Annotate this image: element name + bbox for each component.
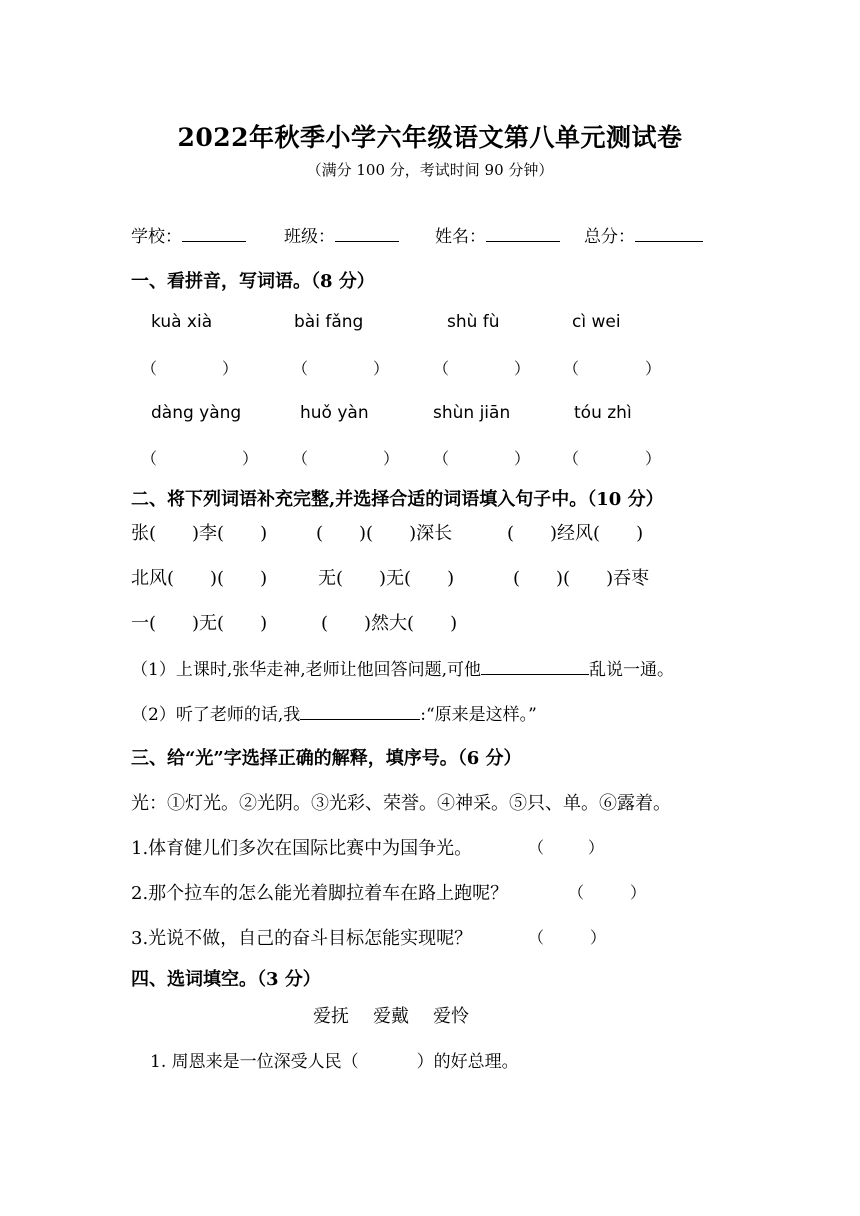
- answer-box-2[interactable]: （: [292, 359, 309, 378]
- page-title: 2022年秋季小学六年级语文第八单元测试卷: [177, 123, 683, 152]
- sentence-2-blank[interactable]: [300, 701, 420, 720]
- answer-box-8[interactable]: （: [563, 449, 580, 468]
- pinyin-7: shùn jiān: [433, 403, 511, 423]
- question-3-2: 2.那个拉车的怎么能光着脚拉着车在路上跑呢？: [131, 883, 509, 904]
- answer-box-6[interactable]: （: [292, 449, 309, 468]
- word-choice-2: 爱戴: [373, 1006, 409, 1027]
- total-blank[interactable]: [635, 223, 703, 242]
- total-label: 总分：: [584, 227, 635, 247]
- page-subtitle: （满分 100 分，考试时间 90 分钟）: [306, 161, 554, 179]
- answer-box-4[interactable]: （: [563, 359, 580, 378]
- idiom-1[interactable]: 张( )李( ): [131, 523, 268, 544]
- class-label: 班级：: [284, 227, 335, 247]
- question-4-1: 1. 周恩来是一位深受人民（ ）的好总理。: [150, 1052, 519, 1072]
- school-field: [131, 222, 246, 247]
- word-choice-1: 爱抚: [313, 1006, 349, 1027]
- sentence-1-blank[interactable]: [481, 656, 589, 675]
- idiom-6[interactable]: ( )( )吞枣: [513, 568, 650, 589]
- idiom-8[interactable]: ( )然大( ): [321, 613, 458, 634]
- name-label: 姓名：: [435, 227, 486, 247]
- pinyin-2: bài fǎng: [294, 312, 364, 332]
- school-blank[interactable]: [182, 223, 246, 242]
- pinyin-3: shù fù: [447, 312, 500, 332]
- pinyin-8: tóu zhì: [574, 403, 632, 423]
- class-blank[interactable]: [335, 223, 399, 242]
- idiom-3[interactable]: ( )经风( ): [507, 523, 644, 544]
- sentence-2: （2）听了老师的话,我 :“原来是这样。”: [131, 700, 537, 725]
- school-label: 学校：: [131, 227, 182, 247]
- section4-heading: 四、选词填空。（3 分）: [131, 969, 321, 990]
- meanings-list: 光：①灯光。②光阴。③光彩、荣誉。④神采。⑤只、单。⑥露着。: [131, 793, 671, 814]
- name-blank[interactable]: [486, 223, 560, 242]
- answer-box-3[interactable]: （: [433, 359, 450, 378]
- section2-heading: 二、将下列词语补充完整,并选择合适的词语填入句子中。（10 分）: [131, 489, 664, 510]
- answer-3-1[interactable]: （: [528, 838, 545, 857]
- answer-3-3[interactable]: （: [528, 928, 545, 947]
- pinyin-4: cì wei: [572, 312, 621, 332]
- pinyin-5: dàng yàng: [151, 403, 242, 423]
- idiom-5[interactable]: 无( )无( ): [318, 568, 455, 589]
- answer-box-1[interactable]: （: [141, 359, 158, 378]
- pinyin-6: huǒ yàn: [300, 403, 369, 423]
- idiom-4[interactable]: 北风( )( ): [131, 568, 268, 589]
- section1-heading: 一、看拼音，写词语。（8 分）: [131, 271, 375, 292]
- idiom-2[interactable]: ( )( )深长: [316, 523, 453, 544]
- pinyin-1: kuà xià: [151, 312, 213, 332]
- question-3-1: 1.体育健儿们多次在国际比赛中为国争光。: [131, 838, 473, 859]
- answer-3-2[interactable]: （: [568, 883, 585, 902]
- answer-box-5[interactable]: （: [141, 449, 158, 468]
- sentence-1: （1）上课时,张华走神,老师让他回答问题,可他 乱说一通。: [131, 655, 674, 680]
- name-field: [435, 222, 560, 247]
- idiom-7[interactable]: 一( )无( ): [131, 613, 268, 634]
- answer-box-7[interactable]: （: [433, 449, 450, 468]
- class-field: [284, 222, 399, 247]
- section3-heading: 三、给“光”字选择正确的解释，填序号。（6 分）: [131, 748, 522, 769]
- word-choice-3: 爱怜: [433, 1006, 469, 1027]
- question-3-3: 3.光说不做，自己的奋斗目标怎能实现呢？: [131, 928, 473, 949]
- total-field: [584, 222, 703, 247]
